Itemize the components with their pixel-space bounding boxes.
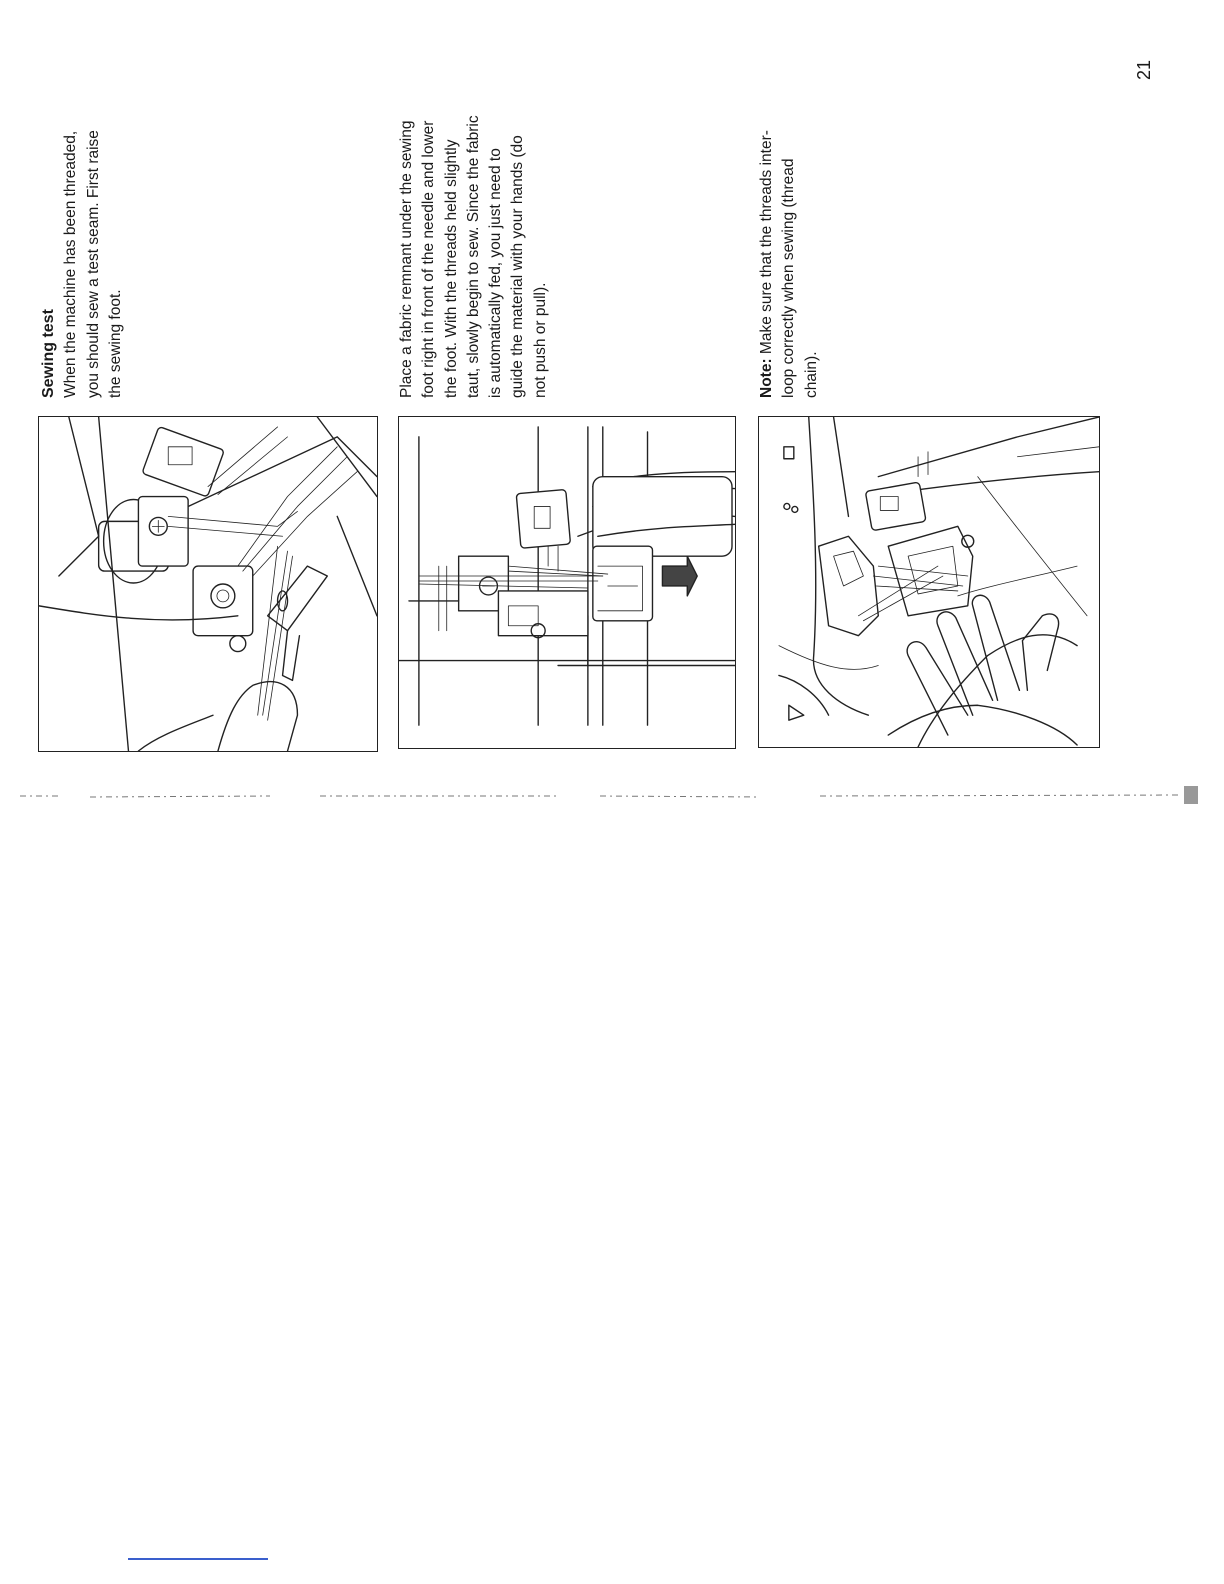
section-3-text [756, 130, 823, 398]
paragraph-line: taut, slowly begin to sew. Since the fabric [464, 115, 482, 398]
note-line [756, 130, 778, 398]
paragraph-line: loop correctly when sewing (thread [780, 158, 798, 398]
paragraph-line: When the machine has been threaded, [62, 130, 80, 398]
figure-threading-needle [38, 416, 378, 752]
note-text: Make sure that the threads inter- [758, 130, 775, 359]
paragraph-line: is automatically fed, you just need to [487, 148, 505, 398]
paragraph-line: foot right in front of the needle and lower [420, 120, 438, 398]
paragraph-line: the sewing foot. [106, 289, 124, 398]
paragraph-line: Place a fabric remnant under the sewing [398, 120, 415, 398]
figure-fabric-under-foot [398, 416, 736, 749]
paragraph-line: the foot. With the threads held slightly [442, 139, 460, 398]
figure-thread-chain [758, 416, 1100, 748]
bottom-rule [128, 1558, 268, 1560]
illustration [39, 417, 377, 751]
paragraph-line: you should sew a test seam. First raise [84, 130, 102, 398]
paragraph-line: not push or pull). [531, 282, 549, 398]
paragraph-line: chain). [802, 351, 820, 398]
illustration [399, 417, 735, 748]
section-2-text [396, 115, 552, 398]
section-heading: Sewing test [40, 309, 57, 398]
section-1-text [38, 130, 127, 398]
page-number: 21 [1134, 59, 1154, 80]
paragraph-line: guide the material with your hands (do [509, 135, 527, 398]
note-label: Note: [758, 358, 775, 398]
illustration [759, 417, 1099, 747]
scan-fold-line [0, 784, 1224, 814]
